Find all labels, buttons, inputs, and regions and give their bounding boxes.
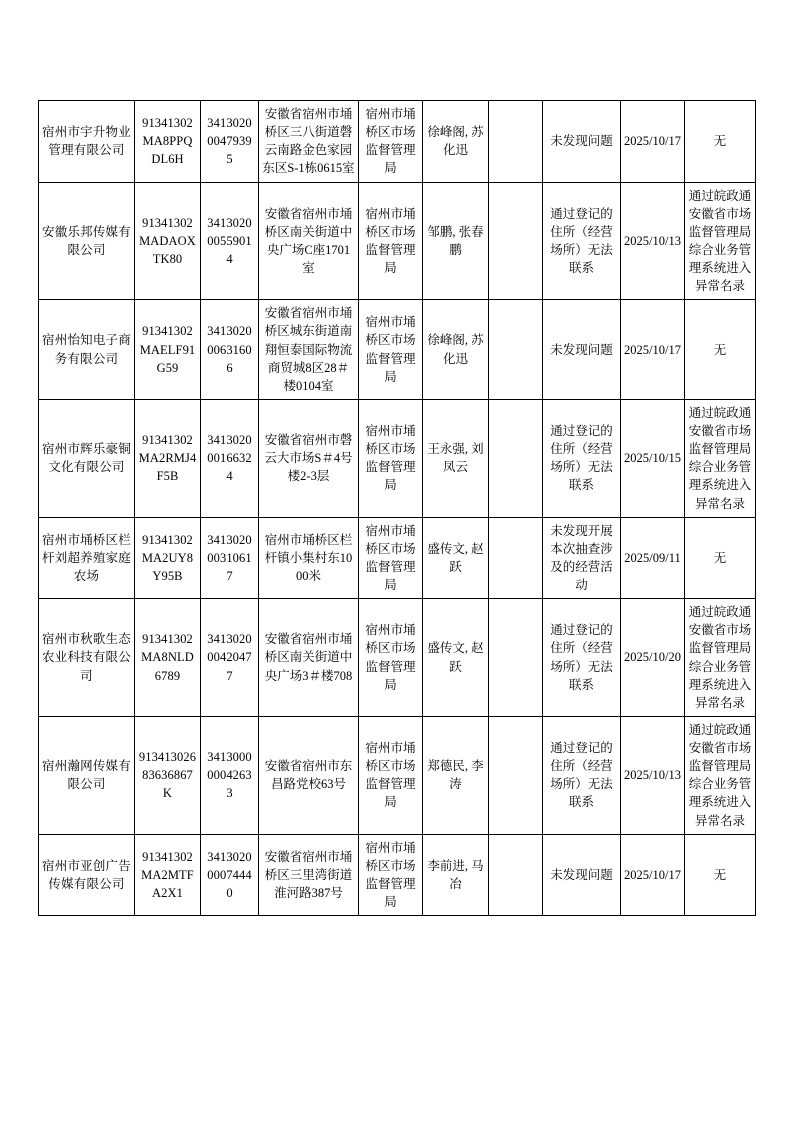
- cell-authority: 宿州市埇桥区市场监督管理局: [359, 182, 423, 300]
- cell-handling: 通过皖政通安徽省市场监督管理局综合业务管理系统进入异常名录: [685, 716, 756, 834]
- cell-credit-code: 91341302MA2UY8Y95B: [135, 517, 201, 599]
- cell-authority: 宿州市埇桥区市场监督管理局: [359, 101, 423, 183]
- cell-authority: 宿州市埇桥区市场监督管理局: [359, 399, 423, 517]
- cell-result: 通过登记的住所（经营场所）无法联系: [543, 182, 621, 300]
- cell-authority: 宿州市埇桥区市场监督管理局: [359, 599, 423, 717]
- cell-handling: 无: [685, 101, 756, 183]
- table-row: [39, 182, 756, 300]
- table-row: [39, 599, 756, 717]
- cell-inspectors: 郑德民, 李涛: [423, 716, 489, 834]
- cell-inspectors: 李前进, 马冶: [423, 834, 489, 916]
- cell-extra: [489, 834, 543, 916]
- cell-credit-code: 91341302683636867K: [135, 716, 201, 834]
- cell-registration-number: 3413020 0016632 4: [201, 399, 259, 517]
- cell-authority: 宿州市埇桥区市场监督管理局: [359, 517, 423, 599]
- cell-address: 安徽省宿州市埇桥区三里湾街道淮河路387号: [259, 834, 359, 916]
- cell-address: 安徽省宿州市埇桥区城东街道南翔恒泰国际物流商贸城8区28＃楼0104室: [259, 300, 359, 400]
- cell-extra: [489, 300, 543, 400]
- cell-extra: [489, 399, 543, 517]
- cell-date: 2025/10/15: [621, 399, 685, 517]
- cell-registration-number: 3413000 0004263 3: [201, 716, 259, 834]
- cell-handling: 无: [685, 300, 756, 400]
- cell-inspectors: 邹鹏, 张春鹏: [423, 182, 489, 300]
- cell-company-name: 宿州市埇桥区栏杆刘超养殖家庭农场: [39, 517, 135, 599]
- cell-inspectors: 王永强, 刘凤云: [423, 399, 489, 517]
- table-row: [39, 716, 756, 834]
- cell-registration-number: 3413020 0007444 0: [201, 834, 259, 916]
- cell-inspectors: 徐峰阁, 苏化迅: [423, 101, 489, 183]
- cell-inspectors: 盛传文, 赵跃: [423, 599, 489, 717]
- cell-company-name: 宿州市宇升物业管理有限公司: [39, 101, 135, 183]
- cell-address: 安徽省宿州市东昌路党校63号: [259, 716, 359, 834]
- cell-inspectors: 盛传文, 赵跃: [423, 517, 489, 599]
- cell-authority: 宿州市埇桥区市场监督管理局: [359, 716, 423, 834]
- cell-handling: 无: [685, 834, 756, 916]
- table-row: [39, 834, 756, 916]
- cell-credit-code: 91341302MA8NLD6789: [135, 599, 201, 717]
- cell-handling: 通过皖政通安徽省市场监督管理局综合业务管理系统进入异常名录: [685, 599, 756, 717]
- table-row: [39, 399, 756, 517]
- table-body: [39, 101, 756, 916]
- cell-registration-number: 3413020 0042047 7: [201, 599, 259, 717]
- table-row: [39, 517, 756, 599]
- cell-address: 安徽省宿州市磬云大市场S＃4号楼2-3层: [259, 399, 359, 517]
- cell-inspectors: 徐峰阁, 苏化迅: [423, 300, 489, 400]
- cell-credit-code: 91341302MA2RMJ4F5B: [135, 399, 201, 517]
- cell-address: 宿州市埇桥区栏杆镇小集村东1000米: [259, 517, 359, 599]
- cell-handling: 通过皖政通安徽省市场监督管理局综合业务管理系统进入异常名录: [685, 182, 756, 300]
- cell-registration-number: 3413020 0055901 4: [201, 182, 259, 300]
- cell-address: 安徽省宿州市埇桥区三八街道磬云南路金色家园东区S-1栋0615室: [259, 101, 359, 183]
- table-row: [39, 300, 756, 400]
- cell-company-name: 安徽乐邦传媒有限公司: [39, 182, 135, 300]
- cell-date: 2025/10/20: [621, 599, 685, 717]
- cell-extra: [489, 182, 543, 300]
- cell-credit-code: 91341302MA8PPQDL6H: [135, 101, 201, 183]
- cell-date: 2025/10/17: [621, 834, 685, 916]
- cell-company-name: 宿州瀚网传媒有限公司: [39, 716, 135, 834]
- cell-date: 2025/09/11: [621, 517, 685, 599]
- cell-company-name: 宿州市亚创广告传媒有限公司: [39, 834, 135, 916]
- cell-extra: [489, 101, 543, 183]
- cell-handling: 无: [685, 517, 756, 599]
- cell-registration-number: 3413020 0063160 6: [201, 300, 259, 400]
- cell-credit-code: 91341302MADAOXTK80: [135, 182, 201, 300]
- cell-result: 未发现问题: [543, 834, 621, 916]
- cell-result: 未发现问题: [543, 300, 621, 400]
- cell-authority: 宿州市埇桥区市场监督管理局: [359, 300, 423, 400]
- cell-handling: 通过皖政通安徽省市场监督管理局综合业务管理系统进入异常名录: [685, 399, 756, 517]
- cell-company-name: 宿州市秋歌生态农业科技有限公司: [39, 599, 135, 717]
- cell-company-name: 宿州怡知电子商务有限公司: [39, 300, 135, 400]
- cell-date: 2025/10/13: [621, 716, 685, 834]
- cell-registration-number: 3413020 0031061 7: [201, 517, 259, 599]
- cell-result: 通过登记的住所（经营场所）无法联系: [543, 716, 621, 834]
- cell-credit-code: 91341302MAELF91G59: [135, 300, 201, 400]
- cell-authority: 宿州市埇桥区市场监督管理局: [359, 834, 423, 916]
- cell-credit-code: 91341302MA2MTFA2X1: [135, 834, 201, 916]
- cell-registration-number: 3413020 0047939 5: [201, 101, 259, 183]
- cell-date: 2025/10/17: [621, 300, 685, 400]
- cell-result: 通过登记的住所（经营场所）无法联系: [543, 399, 621, 517]
- cell-extra: [489, 716, 543, 834]
- cell-address: 安徽省宿州市埇桥区南关街道中央广场3＃楼708: [259, 599, 359, 717]
- cell-result: 未发现问题: [543, 101, 621, 183]
- cell-date: 2025/10/13: [621, 182, 685, 300]
- cell-extra: [489, 517, 543, 599]
- cell-date: 2025/10/17: [621, 101, 685, 183]
- cell-company-name: 宿州市辉乐豪铜文化有限公司: [39, 399, 135, 517]
- inspection-results-table: [38, 100, 756, 916]
- cell-extra: [489, 599, 543, 717]
- cell-result: 通过登记的住所（经营场所）无法联系: [543, 599, 621, 717]
- cell-result: 未发现开展本次抽查涉及的经营活动: [543, 517, 621, 599]
- cell-address: 安徽省宿州市埇桥区南关街道中央广场C座1701室: [259, 182, 359, 300]
- table-row: [39, 101, 756, 183]
